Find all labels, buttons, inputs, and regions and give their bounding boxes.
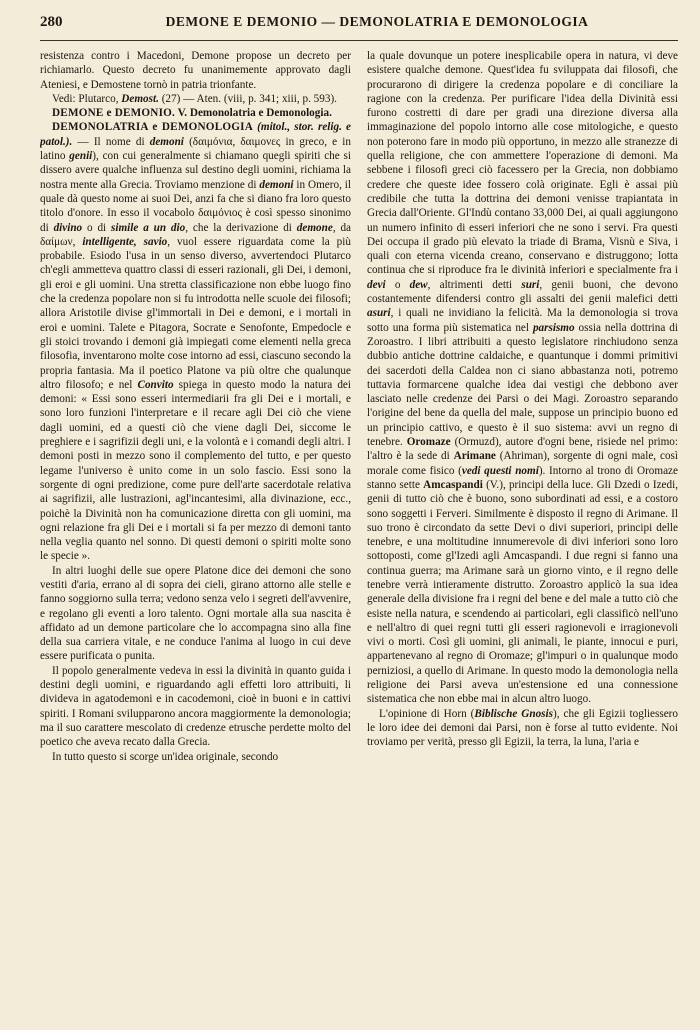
page-number: 280 xyxy=(40,14,63,30)
paragraph: Vedi: Plutarco, Demost. (27) — Aten. (viii, p. 341; xiii, p. 593). xyxy=(52,92,337,105)
entry-demonologia: DEMONOLATRIA e DEMONOLOGIA (mitol., stor. relig. e patol.). — Il nome di demoni (δαιμόνια, δαιμονες in greco, e in latino genii), con cui generalmente si chiamano quegli spiriti che si dissero avere qualche influenza sul destino degli uomini, richiama la nostra mente alla Grecia. Troviamo menzione di demoni in Omero, il quale dà questo nome ai suoi Dei, anzi fa che si diano fra loro questo titolo d'onore. In esso il vocabolo δαιμόνιος è così spesso sinonimo di divino o di simile a un dio, che la derivazione di demone, da δαίμων, intelligente, savio, vuol essere riguardata come la più probabile. Esiodo l'usa in un senso diverso, avvertendoci Plutarco ch'egli ammetteva quattro classi di esseri razionali, gli Dei, i demoni, gli eroi e gli uomini. Una stretta classificazione non ebbe luogo fino che la credenza popolare non si fu introdotta nelle scuole dei filosofi; allora Aristotile divise gl'immortali in Dei e demoni, e i mortali in eroi e uomini. Talete e Pitagora, Socrate e Senofonte, Empedocle e gli stoici trovando i demoni già impiegati come elementi nella greca filosofia, inventarono molte cose intorno ad essi, ciascuno secondo la propria fantasia. Ma il poetico Platone va più oltre che qualunque altro filosofo; e nel Convito spiega in questo modo la natura dei demoni: « Essi sono esseri intermediarii fra gli Dei e i mortali, e sono loro funzioni l'interpretare e il recare agli Dei ciò che viene dagli uomini, ed a questi ciò che viene dagli Dei, siccome le preghiere e i sagrifizii degli uni, e la volontà e i comandi degli altri. I demoni posti in mezzo sono il complemento del tutto, e per questo legame l'universo è unito come in un solo fascio. Essi sono la sorgente di ogni predizione, come pure dell'arte sacerdotale relativa ai sagrifizii, alle lustrazioni, agl'incantesimi, alla divinazione, ecc., poichè la Divinità non ha comunicazione diretta con gli uomini, ma ogni relazione fra gli Dei e i mortali si fa per mezzo di demoni tanto nella veglia quanto nel sonno. Di questi demoni o spiriti molte sono le specie ». xyxy=(40,121,351,563)
paragraph: In altri luoghi delle sue opere Platone dice dei demoni che sono vestiti d'aria, errano al di sopra dei cieli, girano attorno alle stelle e fanno soggiorno sulla terra; vedono senza velo i segreti dell'avvenire, e regolano gli eventi a loro talento. Ogni mortale alla sua nascita è affidato ad un demone particolare che lo accompagna sino alla fine della sua carriera vitale, e ne conduce l'anima al luogo in cui deve essere purificata o punita. xyxy=(40,564,351,663)
entry-headword: DEMONOLATRIA e DEMONOLOGIA xyxy=(52,121,253,134)
entry-cross-reference: DEMONE e DEMONIO. V. Demonolatria e Demonologia. xyxy=(52,107,332,120)
right-column xyxy=(367,49,678,1009)
text-columns xyxy=(40,49,678,1009)
left-column xyxy=(40,49,351,1009)
running-title: DEMONE E DEMONIO — DEMONOLATRIA E DEMONOLOGIA xyxy=(165,14,589,29)
paragraph: la quale dovunque un potere inesplicabile opera in natura, vi deve esistere qualche demone. Quest'idea fu sviluppata dai filosofi, che procurarono di dirigere la credenza popolare e di conciliare la ragione con la credenza. Per purificare l'idea della Divinità essi furono costretti di dare per gradi una direzione diversa alla immaginazione del popolo intorno alle cose mitologiche, e questo non poterono fare in modo più opportuno, in mezzo alle stranezze di quella religione, che con ammettere l'operazione di demoni. Ma sebbene i filosofi greci ciò facessero per la Grecia, non dobbiamo credere che queste idee fossero colà originate. Egli è assai più credibile che tutta la dottrina dei demoni venisse trapiantata in Grecia dall'Oriente. Gl'Indù contano 33,000 Dei, ai quali aggiungono un numero infinito di esseri inferiori che ne sono i servi. Fra questi Dei occupa il grado più elevato la triade di Brama, Visnù e Siva, i quali con eterna vicenda creano, conservano e distruggono; lotta continua che si riproduce fra le divinità inferiori e specialmente fra i devi o dew, altrimenti detti suri, genii buoni, che devono costantemente difendersi contro gli assalti dei genii malefici detti asuri, i quali ne invidiano la felicità. Ma la demonologia si trova sotto una forma più sistematica nel parsismo ossia nella dottrina di Zoroastro. I libri attribuiti a questo legislatore rinchiudono senza dubbio antiche dottrine caldaiche, e quantunque i dommi primitivi dei sacerdoti della Caldea non ci siano abbastanza noti, potremo tuttavia formarcene qualche idea dai vestigi che debbono aver lasciato nelle credenze dei Parsi o dei Magi. Zoroastro separando l'origine del bene da quella del male, suppose un principio buono ed un principio cattivo, e questo è il suo sistema: avvi un regno di tenebre. Oromaze (Ormuzd), autore d'ogni bene, risiede nel primo: l'altro è la sede di Arimane (Ahriman), sorgente di ogni male, così morale come fisico (vedi questi nomi). Intorno al trono di Oromaze stanno sette Amcaspandi (V.), principi della luce. Gli Dzedi o Izedi, genii di tutto ciò che è buono, sono subordinati ad essi, e a costoro sono soggetti i Ferveri. Similmente è disposto il regno di Arimane. Il suo trono è circondato da sette Devi o divi superiori, principi delle tenebre, e una moltitudine innumerevole di divi inferiori sono loro sottoposti, come gl'Izedi agli Amcaspandi. I due regni si fanno una continua guerra; ma Arimane sarà un giorno vinto, e il regno delle tenebre verrà intieramente distrutto. Zoroastro applicò la sua idea generale della divisione fra i regni del bene e del male a tutto ciò che esiste nella natura, e scendendo ai particolari, egli classificò nell'uno e nell'altro di quei regni tutti gli esseri ragionevoli e irragionevoli vivi o morti. Così gli uomini, gli animali, le piante, innocui e puri, appartenevano al regno di Oromaze; gl'impuri o in qualunque modo perniziosi, a quello di Arimane. In questo modo la demonologia nella religione dei Parsi aveva un'estensione ed una connessione sistematica che non ebbe mai in alcun altro luogo. xyxy=(367,50,678,706)
paragraph: resistenza contro i Macedoni, Demone propose un decreto per richiamarlo. Questo decreto fu unanimemente approvato dagli Ateniesi, e Demostene tornò in patria trionfante. xyxy=(40,50,351,91)
entry-headword: DEMONE e DEMONIO. xyxy=(52,107,176,120)
paragraph: L'opinione di Horn (Biblische Gnosis), che gli Egizii togliessero le loro idee dei demoni dai Parsi, non è forse al tutto evidente. Noi troviamo per verità, presso gli Egizii, la terra, la luna, l'aria e xyxy=(367,707,678,749)
paragraph: In tutto questo si scorge un'idea originale, secondo xyxy=(52,750,279,763)
paragraph: Il popolo generalmente vedeva in essi la divinità in quanto guida i destini degli uomini, e riguardando agli effetti loro attribuiti, li divideva in agatodemoni e in cacodemoni, cioè in buoni e in cattivi spiriti. I Romani svilupparono ancora maggiormente la demonologia; ma il suo carattere mescolato di credenze etrusche perdette molto del poetico che aveva recato dalla Grecia. xyxy=(40,664,351,749)
page-header xyxy=(40,14,678,41)
